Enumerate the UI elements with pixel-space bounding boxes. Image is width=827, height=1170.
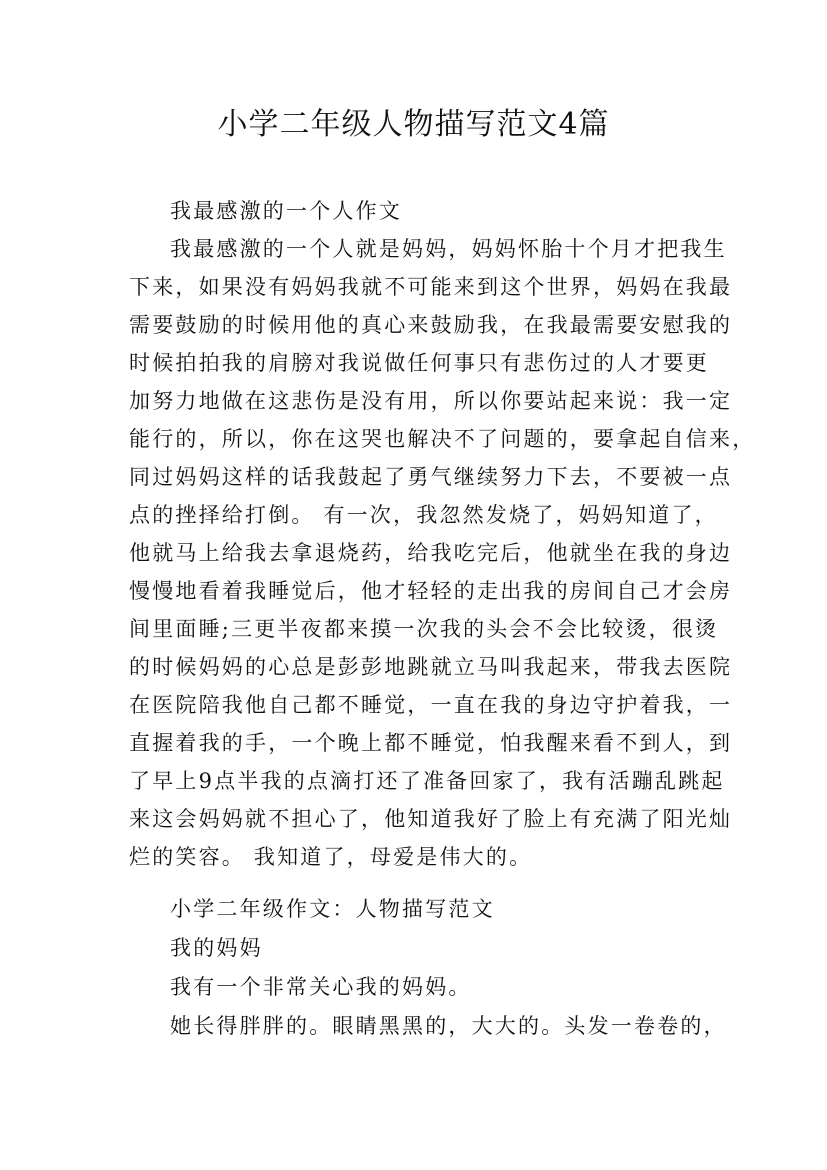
paragraph-line: 时候拍拍我的肩膀对我说做任何事只有悲伤过的人才要更 (129, 351, 709, 375)
paragraph-line: 下来，如果没有妈妈我就不可能来到这个世界，妈妈在我最 (129, 275, 733, 299)
section-subheading: 我的妈妈 (170, 936, 263, 960)
paragraph-line: 直握着我的手，一个晚上都不睡觉，怕我醒来看不到人，到 (129, 731, 733, 755)
paragraph-line: 烂的笑容。 我知道了，母爱是伟大的。 (129, 845, 533, 869)
section-heading: 我最感激的一个人作文 (170, 199, 402, 223)
section-heading: 小学二年级作文：人物描写范文 (170, 897, 495, 921)
paragraph-line: 来这会妈妈就不担心了，他知道我好了脸上有充满了阳光灿 (129, 807, 733, 831)
paragraph-line: 慢慢地看着我睡觉后，他才轻轻的走出我的房间自己才会房 (129, 579, 733, 603)
paragraph-line: 了早上9点半我的点滴打还了准备回家了，我有活蹦乱跳起 (129, 769, 725, 793)
paragraph-line: 我有一个非常关心我的妈妈。 (170, 975, 472, 999)
paragraph-line: 我最感激的一个人就是妈妈，妈妈怀胎十个月才把我生 (170, 237, 727, 261)
paragraph-line: 他就马上给我去拿退烧药，给我吃完后，他就坐在我的身边 (129, 541, 733, 565)
paragraph-line: 在医院陪我他自己都不睡觉，一直在我的身边守护着我，一 (129, 693, 733, 717)
paragraph-line: 同过妈妈这样的话我鼓起了勇气继续努力下去，不要被一点 (129, 465, 733, 489)
document-title: 小学二年级人物描写范文4篇 (217, 107, 610, 142)
paragraph-line: 能行的，所以，你在这哭也解决不了问题的，要拿起自信来， (129, 427, 756, 451)
paragraph-line: 点的挫择给打倒。 有一次，我忽然发烧了，妈妈知道了， (129, 503, 718, 527)
paragraph-line: 加努力地做在这悲伤是没有用，所以你要站起来说：我一定 (129, 389, 733, 413)
paragraph-line: 的时候妈妈的心总是彭彭地跳就立马叫我起来，带我去医院 (129, 655, 733, 679)
paragraph-line: 需要鼓励的时候用他的真心来鼓励我，在我最需要安慰我的 (129, 313, 733, 337)
paragraph-line: 间里面睡;三更半夜都来摸一次我的头会不会比较烫，很烫 (129, 617, 719, 641)
paragraph-line: 她长得胖胖的。眼睛黑黑的，大大的。头发一卷卷的， (170, 1014, 727, 1038)
